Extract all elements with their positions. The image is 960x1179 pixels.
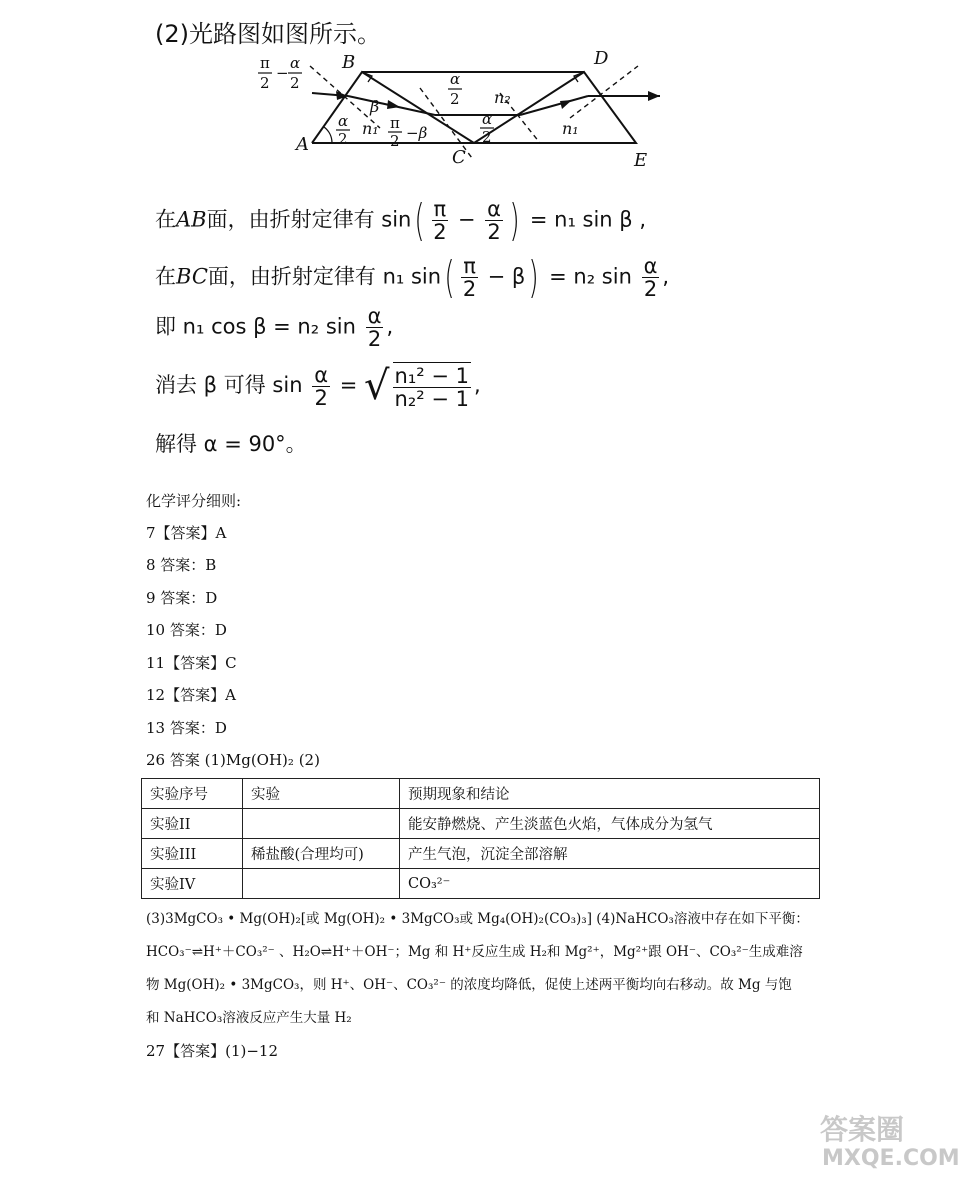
answer-para-line-1: (3)3MgCO₃ • Mg(OH)₂[或 Mg(OH)₂ • 3MgCO₃或 Mg₄(OH)₂(CO₃)₃] (4)NaHCO₃溶液中存在如下平衡： <box>146 911 809 927</box>
table-cell <box>243 809 400 839</box>
eq1-frac-pi: $\frac{\pi}{2}$ <box>433 197 447 244</box>
equation-combined <box>155 305 393 350</box>
eq4-sqrt-frac: $\frac{\text{n₁² − 1}}{\text{n₂² − 1}}$ <box>394 364 469 411</box>
answer-7: 7【答案】A <box>146 524 227 542</box>
eq1-middle: 面，由折射定律有 sin <box>206 207 412 232</box>
table-row <box>142 839 820 869</box>
eq2-rhs: = n₂ sin <box>549 264 632 289</box>
table-row <box>142 809 820 839</box>
label-E: E <box>634 150 648 171</box>
answer-8: 8 答案：B <box>146 556 217 574</box>
answer-11: 11【答案】C <box>146 654 237 672</box>
label-alpha-A: α <box>338 112 349 130</box>
label-alpha-top: α <box>290 54 301 72</box>
equation-result: 解得 α = 90°。 <box>155 432 307 456</box>
answer-para-line-3: 物 Mg(OH)₂ • 3MgCO₃，则 H⁺、OH⁻、CO₃²⁻ 的浓度均降低，促使上述两平衡均向右移动。故 Mg 与饱 <box>146 977 792 993</box>
table-header-cell: 预期现象和结论 <box>400 779 820 809</box>
label-two-mid2: 2 <box>450 90 460 108</box>
watermark-logo: 答案圈 <box>820 1113 905 1146</box>
answer-9: 9 答案：D <box>146 589 218 607</box>
eq3-frac-alpha: $\frac{\alpha}{2}$ <box>367 304 382 351</box>
table-cell: 实验III <box>142 839 243 869</box>
eq1-prefix: 在 <box>155 207 176 232</box>
prism-right <box>474 72 636 143</box>
eq1-frac-alpha: $\frac{\alpha}{2}$ <box>487 197 501 244</box>
chem-header: 化学评分细则: <box>146 492 242 510</box>
eq2-middle: 面，由折射定律有 n₁ sin <box>207 264 442 289</box>
table-cell: 实验II <box>142 809 243 839</box>
label-A: A <box>296 134 309 155</box>
table-header-row <box>142 779 820 809</box>
eq4-text: 消去 β 可得 sin <box>155 373 303 397</box>
eq2-inner: − β <box>487 264 526 289</box>
table-cell: CO₃²⁻ <box>400 869 820 899</box>
label-alpha-mid: α <box>450 70 461 88</box>
table-cell: 能安静燃烧、产生淡蓝色火焰，气体成分为氢气 <box>400 809 820 839</box>
eq4-frac-alpha: $\frac{\alpha}{2}$ <box>314 362 329 410</box>
label-B: B <box>342 52 356 73</box>
label-pi-top: π <box>260 54 270 72</box>
eq2-face: BC <box>176 264 208 289</box>
answer-para-line-4: 和 NaHCO₃溶液反应产生大量 H₂ <box>146 1010 352 1026</box>
answer-10: 10 答案：D <box>146 621 227 639</box>
eq2-frac-alpha: $\frac{\alpha}{2}$ <box>643 254 658 301</box>
eq2-end: , <box>662 264 670 289</box>
table-cell <box>243 869 400 899</box>
equation-ab-face: 在AB面，由折射定律有 sin( $\frac{\pi}{2}$ − $\frac{\alpha}{2}$ ) = n₁ sin β , <box>155 195 647 246</box>
table-cell: 产生气泡，沉淀全部溶解 <box>400 839 820 869</box>
physics-subtitle: (2)光路图如图所示。 <box>155 20 381 48</box>
eq3-end: , <box>386 314 394 339</box>
eq1-face: AB <box>176 207 207 232</box>
equation-bc-face: 在BC面，由折射定律有 n₁ sin( $\frac{\pi}{2}$ − β) = n₂ sin $\frac{\alpha}{2}$ , <box>155 252 670 303</box>
label-n1-left: n₁ <box>362 119 379 138</box>
optics-path-diagram <box>250 48 670 173</box>
table-row <box>142 869 820 899</box>
eq2-prefix: 在 <box>155 264 176 289</box>
eq4-equals: = <box>339 373 358 397</box>
answer-para-line-2: HCO₃⁻⇌H⁺＋CO₃²⁻ 、H₂O⇌H⁺＋OH⁻；Mg 和 H⁺反应生成 H₂和 Mg²⁺，Mg²⁺跟 OH⁻、CO₃²⁻生成难溶 <box>146 944 803 960</box>
table-header-cell: 实验序号 <box>142 779 243 809</box>
label-two-C: 2 <box>482 128 492 146</box>
eq2-frac-pi: $\frac{\pi}{2}$ <box>462 254 477 301</box>
label-alpha-C: α <box>482 110 493 128</box>
eq3-text: 即 n₁ cos β = n₂ sin <box>155 314 356 339</box>
answer-26: 26 答案 (1)Mg(OH)₂ (2) <box>146 751 320 769</box>
label-C: C <box>452 147 466 168</box>
label-minus-beta: −β <box>406 124 428 142</box>
answer-27: 27【答案】(1)−12 <box>146 1042 278 1060</box>
table-cell: 实验IV <box>142 869 243 899</box>
eq4-end: , <box>474 373 481 397</box>
watermark-url: MXQE.COM <box>822 1146 960 1171</box>
table-header-cell: 实验 <box>243 779 400 809</box>
eq1-rhs: = n₁ sin β , <box>529 207 647 232</box>
label-two-top2: 2 <box>290 74 300 92</box>
label-minus-top: − <box>276 64 289 82</box>
label-D: D <box>594 48 609 69</box>
label-two-top: 2 <box>260 74 270 92</box>
equation-eliminate-beta: 消去 β 可得 sin $\frac{\alpha}{2}$ = √ $\frac{\text{n₁² − 1}}{\text{n₂² − 1}}$ , <box>155 362 481 411</box>
label-pi-mid: π <box>390 114 400 132</box>
label-n1-right: n₁ <box>562 119 579 138</box>
answer-12: 12【答案】A <box>146 686 236 704</box>
answer-13: 13 答案：D <box>146 719 227 737</box>
experiment-table <box>141 778 820 899</box>
table-cell: 稀盐酸(合理均可) <box>243 839 400 869</box>
label-two-mid: 2 <box>390 132 400 150</box>
label-beta: β <box>370 97 380 116</box>
label-n2: n₂ <box>494 88 511 107</box>
label-two-A: 2 <box>338 130 348 148</box>
